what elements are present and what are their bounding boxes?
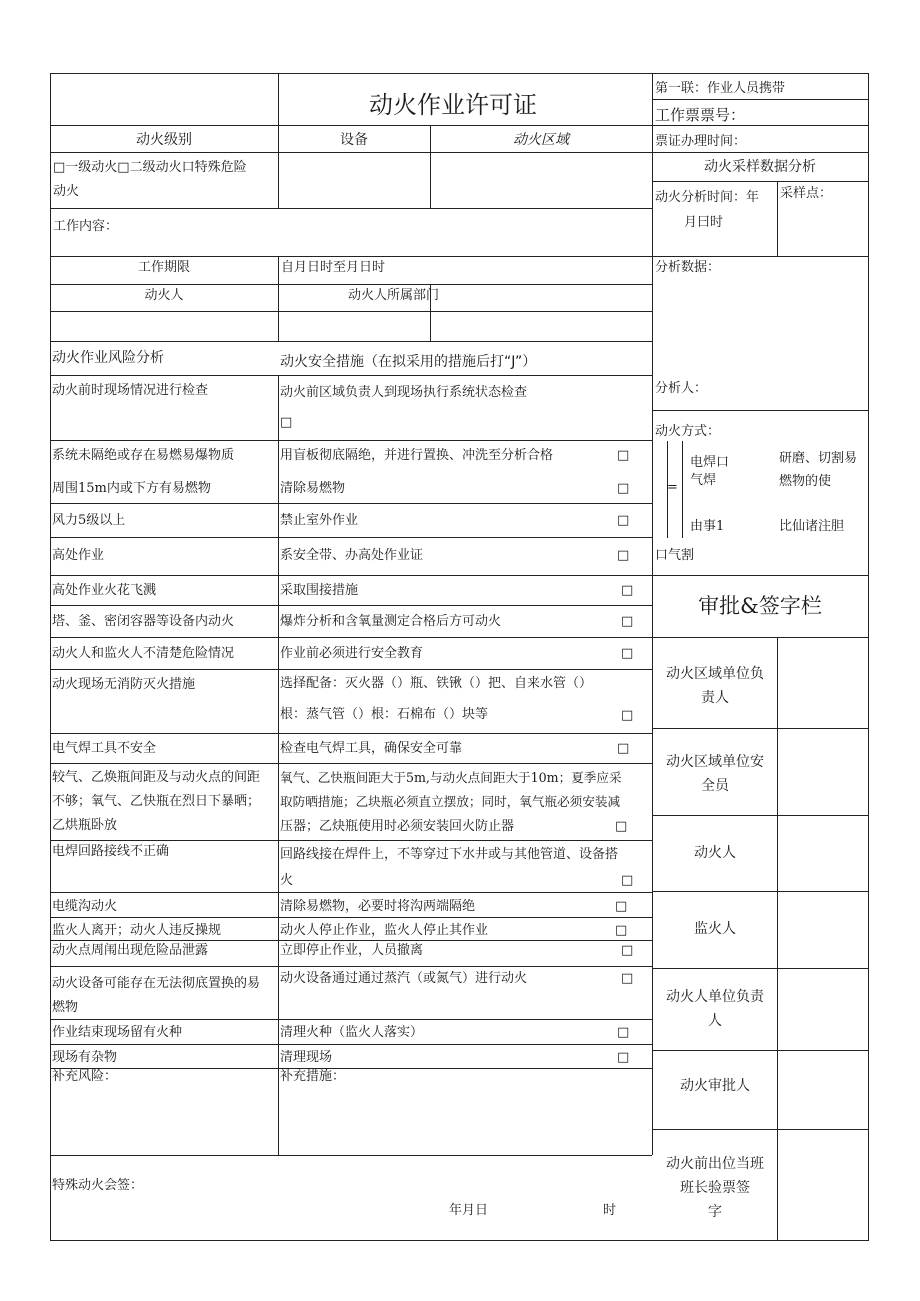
approval-area-safety bbox=[655, 750, 775, 798]
risk-row-4: 风力5级以上 bbox=[52, 513, 126, 528]
checkbox-row-1[interactable]: □ bbox=[280, 415, 293, 430]
checkbox-row-17[interactable]: □ bbox=[617, 1025, 630, 1040]
risk-row-6: 高处作业火花飞溅 bbox=[52, 583, 157, 598]
sampling-time-label-cont: 月曰时 bbox=[684, 215, 724, 230]
checkbox-row-9[interactable]: □ bbox=[621, 708, 634, 723]
measure-row-9-cont: 根：蒸气管（）根：石棉布（）块等 bbox=[280, 707, 489, 722]
risk-row-1: 动火前时现场情况进行检查 bbox=[52, 383, 209, 398]
risk-row-11-cont: 不够；氧气、乙快瓶在烈日下暴晒； bbox=[52, 794, 261, 809]
level-options-cont: 动火 bbox=[53, 184, 80, 199]
approval-shift-leader bbox=[655, 1152, 775, 1224]
measure-row-18: 清理现场 bbox=[280, 1050, 333, 1065]
measure-row-12-cont: 火 bbox=[280, 873, 294, 888]
worker-label: 动火人 bbox=[144, 288, 184, 303]
date-label: 年月日 bbox=[449, 1203, 489, 1218]
risk-title: 动火作业风险分析 bbox=[52, 350, 164, 366]
risk-row-11-cont2: 乙烘瓶卧放 bbox=[52, 818, 118, 833]
measure-row-4: 禁止室外作业 bbox=[280, 513, 359, 528]
risk-row-15: 动火点周闱出现危险品泄露 bbox=[52, 943, 209, 958]
checkbox-row-18[interactable]: □ bbox=[617, 1050, 630, 1065]
risk-row-14: 监火人离开；动火人违反操规 bbox=[52, 923, 222, 938]
risk-row-18: 现场有杂物 bbox=[52, 1050, 118, 1065]
risk-row-5: 高处作业 bbox=[52, 548, 105, 563]
copy-note: 第一联：作业人员携带 bbox=[655, 81, 786, 96]
method-gas-cut[interactable]: 口气割 bbox=[655, 548, 695, 563]
checkbox-row-5[interactable]: □ bbox=[617, 548, 630, 563]
sign-fire-watcher[interactable] bbox=[778, 892, 868, 968]
measure-row-5: 系安全带、办高处作业证 bbox=[280, 548, 424, 563]
measure-row-10: 检查电气焊工具，确保安全可靠 bbox=[280, 741, 463, 756]
level-options[interactable]: □一级动火□二级动火口特殊危险 bbox=[53, 160, 247, 175]
approval-title: 审批&签字栏 bbox=[698, 594, 822, 618]
risk-row-11: 较气、乙焕瓶间距及与动火点的间距 bbox=[52, 770, 261, 785]
approval-shift-leader-3: 字 bbox=[708, 1204, 722, 1220]
approval-worker-unit-head-2: 人 bbox=[708, 1013, 722, 1029]
header-level: 动火级别 bbox=[136, 132, 192, 148]
measure-row-17: 清理火种（监火人落实） bbox=[280, 1025, 424, 1040]
period-label: 工作期限 bbox=[137, 260, 190, 275]
sign-area-safety[interactable] bbox=[778, 729, 868, 815]
sign-shift-leader[interactable] bbox=[778, 1130, 868, 1240]
measure-row-11-cont: 取防晒措施；乙块瓶必须直立摆放；同时，氧气瓶必须安装减 bbox=[280, 794, 621, 809]
measure-row-3: 清除易燃物 bbox=[280, 481, 346, 496]
method-grind-cont: 燃物的使 bbox=[779, 474, 832, 489]
approval-area-safety-2: 全员 bbox=[701, 778, 729, 794]
approval-area-safety-1: 动火区域单位安 bbox=[666, 754, 764, 770]
measure-row-11: 氧气、乙快瓶间距大于5m,与动火点间距大于10m；夏季应采 bbox=[280, 770, 622, 785]
risk-row-7: 塔、釜、密闭容器等设备内动火 bbox=[52, 614, 235, 629]
work-content-label: 工作内容： bbox=[53, 219, 119, 234]
measure-row-6: 采取围接措施 bbox=[280, 583, 359, 598]
analysis-data-label: 分析数据： bbox=[655, 260, 721, 275]
checkbox-row-3[interactable]: □ bbox=[617, 481, 630, 496]
risk-row-8: 动火人和监火人不清楚危险情况 bbox=[52, 646, 235, 661]
sign-approver[interactable] bbox=[778, 1051, 868, 1129]
checkbox-row-7[interactable]: □ bbox=[621, 614, 634, 629]
measure-row-9: 选择配备：灭火器（）瓶、铁锹（）把、自来水管（） bbox=[280, 676, 593, 691]
checkbox-row-14[interactable]: □ bbox=[615, 923, 628, 938]
measure-row-11-cont2: 压器；乙炔瓶使用时必须安装回火防止器 bbox=[280, 819, 515, 834]
sign-worker-unit-head[interactable] bbox=[778, 969, 868, 1050]
approval-fire-watcher: 监火人 bbox=[694, 921, 736, 937]
form-title: 动火作业许可证 bbox=[369, 91, 537, 119]
risk-row-16-cont: 燃物 bbox=[52, 1000, 79, 1015]
method-grind[interactable]: 研磨、切割易 bbox=[779, 451, 858, 466]
checkbox-row-8[interactable]: □ bbox=[621, 646, 634, 661]
approval-area-head-1: 动火区域单位负 bbox=[666, 666, 764, 682]
risk-row-16: 动火设备可能存在无法彻底置换的易 bbox=[52, 976, 261, 991]
measure-row-2: 用盲板彻底隔绝，并进行置换、冲洗至分析合格 bbox=[280, 448, 554, 463]
special-sign-label: 特殊动火会签： bbox=[52, 1178, 144, 1193]
measure-title: 动火安全措施（在拟采用的措施后打“J”） bbox=[280, 354, 537, 370]
header-equipment: 设备 bbox=[340, 132, 368, 148]
method-electric-weld[interactable]: 电焊口 bbox=[690, 455, 730, 470]
measure-row-7: 爆炸分析和含氧量测定合格后方可动火 bbox=[280, 614, 502, 629]
checkbox-row-2[interactable]: □ bbox=[617, 448, 630, 463]
header-area: 动火区域 bbox=[513, 132, 569, 148]
measure-row-14: 动火人停止作业，监火人停止其作业 bbox=[280, 923, 489, 938]
sampling-title: 动火采样数据分析 bbox=[704, 159, 816, 175]
sign-area-head[interactable] bbox=[778, 638, 868, 728]
checkbox-row-15[interactable]: □ bbox=[621, 943, 634, 958]
checkbox-row-10[interactable]: □ bbox=[617, 741, 630, 756]
measure-row-16: 动火设备通过通过蒸汽（或氮气）进行动火 bbox=[280, 971, 528, 986]
approval-shift-leader-1: 动火前出位当班 bbox=[666, 1156, 764, 1172]
risk-row-2: 系统未隔绝或存在易燃易爆物质 bbox=[52, 448, 235, 463]
measure-row-12: 回路线接在焊件上，不等穿过下水井或与其他管道、设备搭 bbox=[280, 847, 619, 862]
checkbox-row-6[interactable]: □ bbox=[621, 583, 634, 598]
worker-dept-label: 动火人所属部门 bbox=[348, 288, 440, 303]
approval-area-head bbox=[655, 662, 775, 710]
approval-worker-unit-head-1: 动火人单位负责 bbox=[666, 989, 764, 1005]
sampling-time-label: 动火分析时间：年 bbox=[655, 190, 760, 205]
period-value[interactable]: 自月日时至月日时 bbox=[281, 260, 386, 275]
sign-worker[interactable] bbox=[778, 816, 868, 891]
ticket-no-label: 工作票票号： bbox=[655, 106, 746, 124]
measure-row-8: 作业前必须进行安全教育 bbox=[280, 646, 424, 661]
method-gas-weld[interactable]: 气焊 bbox=[690, 473, 717, 488]
risk-row-12: 电焊回路接线不正确 bbox=[52, 844, 170, 859]
measure-row-13: 清除易燃物，必要时将沟两端隔绝 bbox=[280, 899, 476, 914]
approval-worker: 动火人 bbox=[694, 845, 736, 861]
risk-row-10: 电气焊工具不安全 bbox=[52, 741, 157, 756]
checkbox-row-4[interactable]: □ bbox=[617, 513, 630, 528]
extra-measure-label: 补充措施： bbox=[280, 1069, 346, 1084]
method-bracket-mark: = bbox=[667, 480, 678, 495]
measure-row-15: 立即停止作业，人员撤离 bbox=[280, 943, 424, 958]
issue-time-label: 票证办理时间： bbox=[655, 134, 747, 149]
method-other[interactable]: 由事1 bbox=[690, 519, 725, 534]
method-label: 动火方式： bbox=[655, 424, 721, 439]
approval-area-head-2: 责人 bbox=[701, 690, 729, 706]
risk-row-3: 周围15m内或下方有易燃物 bbox=[52, 481, 211, 496]
approval-shift-leader-2: 班长验票签 bbox=[680, 1180, 750, 1196]
extra-risk-label: 补充风险： bbox=[52, 1069, 118, 1084]
sampling-point-label: 采样点： bbox=[780, 186, 833, 201]
checkbox-row-11[interactable]: □ bbox=[615, 819, 628, 834]
analyst-label: 分析人： bbox=[655, 381, 708, 396]
hour-label: 时 bbox=[603, 1203, 617, 1218]
checkbox-row-12[interactable]: □ bbox=[621, 873, 634, 888]
method-grind-cont2: 比仙诸注胆 bbox=[779, 519, 845, 534]
checkbox-row-13[interactable]: □ bbox=[615, 899, 628, 914]
measure-row-1: 动火前区域负责人到现场执行系统状态检查 bbox=[280, 385, 528, 400]
approval-approver: 动火审批人 bbox=[680, 1078, 750, 1094]
checkbox-row-16[interactable]: □ bbox=[621, 971, 634, 986]
risk-row-17: 作业结束现场留有火种 bbox=[52, 1025, 183, 1040]
risk-row-9: 动火现场无消防灭火措施 bbox=[52, 677, 196, 692]
risk-row-13: 电缆沟动火 bbox=[52, 899, 118, 914]
approval-worker-unit-head bbox=[655, 985, 775, 1033]
